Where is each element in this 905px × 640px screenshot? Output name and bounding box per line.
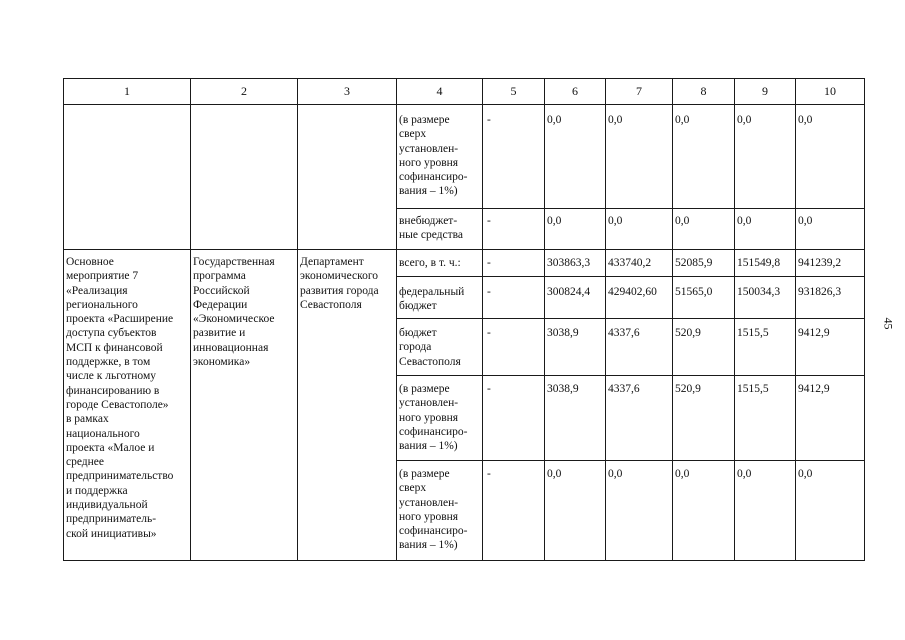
table-cell-value: 3038,9 xyxy=(547,327,579,339)
grid-line-col xyxy=(864,78,865,561)
header-col-8: 8 xyxy=(700,84,707,98)
grid-line xyxy=(396,318,864,319)
table-cell-dash: - xyxy=(487,383,491,395)
table-cell-value: 1515,5 xyxy=(737,383,769,395)
table-cell-value: 4337,6 xyxy=(608,383,640,395)
grid-line-top xyxy=(63,78,864,79)
table-cell-value: 0,0 xyxy=(737,468,752,480)
page-number: 45 xyxy=(881,317,896,330)
table-cell-value: 0,0 xyxy=(547,114,562,126)
table-cell-value: 520,9 xyxy=(675,327,701,339)
header-col-2: 2 xyxy=(241,84,247,98)
grid-line-col xyxy=(605,78,606,561)
grid-line-col xyxy=(63,78,64,561)
header-col-10: 10 xyxy=(824,84,836,98)
table-cell-value: 0,0 xyxy=(675,215,690,227)
executor-cell: Департамент экономического развития города Севастополя xyxy=(300,256,379,311)
table-cell-value: 429402,60 xyxy=(608,286,657,298)
header-col-5: 5 xyxy=(510,84,517,98)
table-cell-value: 1515,5 xyxy=(737,327,769,339)
grid-line-col xyxy=(734,78,735,561)
grid-line-col xyxy=(297,78,298,561)
table-cell-value: 150034,3 xyxy=(737,286,781,298)
header-col-9: 9 xyxy=(762,84,768,98)
table-row-label: бюджет города Севастополя xyxy=(399,327,461,368)
table-cell-value: 0,0 xyxy=(608,468,623,480)
table-cell-value: 0,0 xyxy=(547,215,562,227)
table-cell-value: 303863,3 xyxy=(547,257,591,269)
table-cell-value: 520,9 xyxy=(675,383,701,395)
grid-line-col xyxy=(190,78,191,561)
table-cell-dash: - xyxy=(487,327,491,339)
header-col-6: 6 xyxy=(572,84,578,98)
table-cell-value: 931826,3 xyxy=(798,286,842,298)
table-cell-value: 0,0 xyxy=(798,468,813,480)
grid-line-col xyxy=(672,78,673,561)
grid-line xyxy=(396,375,864,376)
table-cell-dash: - xyxy=(487,468,491,480)
table-cell-value: 9412,9 xyxy=(798,383,830,395)
table-cell-value: 0,0 xyxy=(737,215,752,227)
grid-line-section xyxy=(63,249,864,250)
grid-line-col xyxy=(795,78,796,561)
table-cell-value: 0,0 xyxy=(675,468,690,480)
header-col-4: 4 xyxy=(436,84,443,98)
table-cell-value: 0,0 xyxy=(798,215,813,227)
measure-name-cell: Основное мероприятие 7 «Реализация регионального проекта «Расширение доступа субъектов МСП к финансовой поддержке, в том числе к льготному финансированию в городе Севастополе» в рамках национального проекта «Малое и среднее предпринимательство и поддержка индивидуальной предприниматель- ской инициативы» xyxy=(66,256,174,540)
table-cell-value: 0,0 xyxy=(547,468,562,480)
table-cell-value: 52085,9 xyxy=(675,257,713,269)
table-cell-value: 151549,8 xyxy=(737,257,781,269)
grid-line-header-bottom xyxy=(63,104,864,105)
grid-line xyxy=(396,208,864,209)
table-cell-value: 51565,0 xyxy=(675,286,713,298)
table-row-label: всего, в т. ч.: xyxy=(399,257,461,269)
table-row-label: внебюджет- ные средства xyxy=(399,215,464,242)
table-cell-dash: - xyxy=(487,215,491,227)
grid-line-col xyxy=(396,78,397,561)
table-cell-value: 3038,9 xyxy=(547,383,579,395)
table-row-label: федеральный бюджет xyxy=(399,286,465,313)
header-col-3: 3 xyxy=(344,84,350,98)
table-cell-value: 433740,2 xyxy=(608,257,652,269)
table-cell-value: 0,0 xyxy=(608,114,623,126)
grid-line-bottom xyxy=(63,560,864,561)
table-cell-dash: - xyxy=(487,286,491,298)
grid-line-col xyxy=(482,78,483,561)
table-cell-value: 0,0 xyxy=(798,114,813,126)
table-cell-value: 9412,9 xyxy=(798,327,830,339)
header-col-1: 1 xyxy=(124,84,130,98)
table-cell-value: 300824,4 xyxy=(547,286,591,298)
table-cell-value: 4337,6 xyxy=(608,327,640,339)
header-col-7: 7 xyxy=(636,84,642,98)
table-row-label: (в размере сверх установлен- ного уровня софинансиро- вания – 1%) xyxy=(399,114,468,198)
state-program-cell: Государственная программа Российской Федерации «Экономическое развитие и инновационная экономика» xyxy=(193,256,275,369)
grid-line-col xyxy=(544,78,545,561)
table-cell-value: 0,0 xyxy=(737,114,752,126)
table-row-label: (в размере сверх установлен- ного уровня софинансиро- вания – 1%) xyxy=(399,468,468,552)
table-cell-dash: - xyxy=(487,257,491,269)
table-row-label: (в размере установлен- ного уровня софинансиро- вания – 1%) xyxy=(399,383,468,453)
table-cell-value: 941239,2 xyxy=(798,257,842,269)
table-cell-value: 0,0 xyxy=(675,114,690,126)
grid-line xyxy=(396,276,864,277)
grid-line xyxy=(396,460,864,461)
table-cell-dash: - xyxy=(487,114,491,126)
table-cell-value: 0,0 xyxy=(608,215,623,227)
